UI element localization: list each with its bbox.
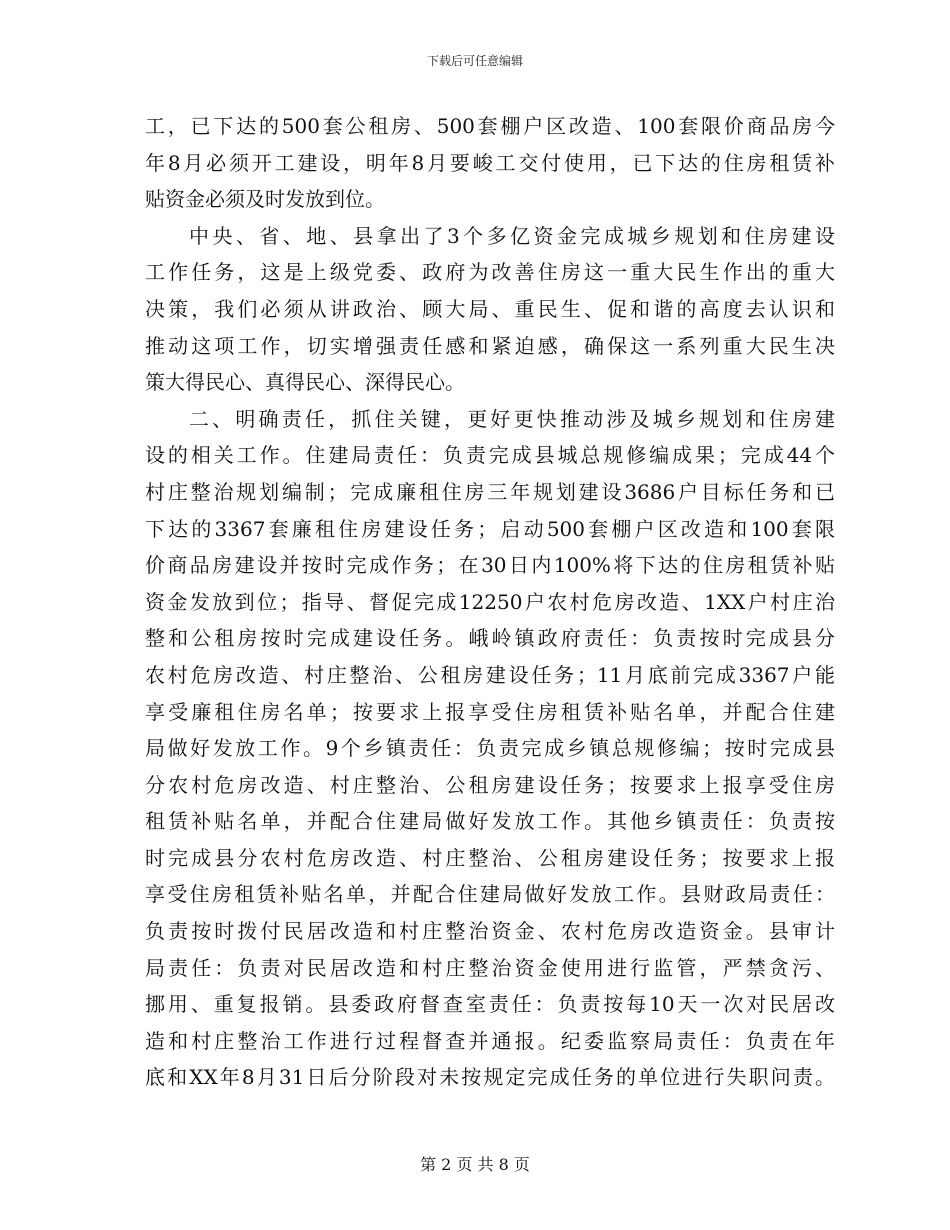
body-line: 村庄整治规划编制；完成廉租住房三年规划建设3686户目标任务和已 bbox=[145, 479, 835, 504]
body-line: 年8月必须开工建设，明年8月要峻工交付使用，已下达的住房租赁补 bbox=[145, 150, 835, 175]
body-line: 贴资金必须及时发放到位。 bbox=[145, 187, 385, 212]
body-line: 工，已下达的500套公租房、500套棚户区改造、100套限价商品房今 bbox=[145, 114, 835, 138]
body-line: 价商品房建设并按时完成作务；在30日内100%将下达的住房租赁补贴 bbox=[145, 553, 835, 578]
body-line: 局做好发放工作。9个乡镇责任：负责完成乡镇总规修编；按时完成县 bbox=[145, 736, 835, 761]
body-line: 分农村危房改造、村庄整治、公租房建设任务；按要求上报享受住房 bbox=[145, 772, 835, 797]
body-line: 设的相关工作。住建局责任：负责完成县城总规修编成果；完成44个 bbox=[145, 443, 835, 468]
body-line: 挪用、重复报销。县委政府督查室责任：负责按每10天一次对民居改 bbox=[145, 992, 835, 1017]
body-line: 享受住房租赁补贴名单，并配合住建局做好发放工作。县财政局责任： bbox=[145, 882, 835, 907]
document-body bbox=[145, 108, 835, 1096]
body-line: 造和村庄整治工作进行过程督查并通报。纪委监察局责任：负责在年 bbox=[145, 1028, 835, 1053]
body-line: 局责任：负责对民居改造和村庄整治资金使用进行监管，严禁贪污、 bbox=[145, 955, 835, 980]
body-line: 时完成县分农村危房改造、村庄整治、公租房建设任务；按要求上报 bbox=[145, 845, 835, 870]
body-line: 整和公租房按时完成建设任务。峨岭镇政府责任：负责按时完成县分 bbox=[145, 626, 835, 651]
body-line: 工作任务，这是上级党委、政府为改善住房这一重大民生作出的重大 bbox=[145, 260, 835, 285]
paragraph-first-line: 中央、省、地、县拿出了3个多亿资金完成城乡规划和住房建设 bbox=[189, 223, 835, 248]
body-line: 推动这项工作，切实增强责任感和紧迫感，确保这一系列重大民生决 bbox=[145, 333, 835, 358]
page-number: 第 2 页 共 8 页 bbox=[420, 1155, 530, 1174]
body-line: 下达的3367套廉租住房建设任务；启动500套棚户区改造和100套限 bbox=[145, 516, 835, 541]
body-line: 享受廉租住房名单；按要求上报享受住房租赁补贴名单，并配合住建 bbox=[145, 699, 835, 724]
page-header: 下载后可任意编辑 bbox=[426, 54, 523, 68]
body-line: 资金发放到位；指导、督促完成12250户农村危房改造、1XX户村庄治 bbox=[145, 589, 835, 614]
body-line: 底和XX年8月31日后分阶段对未按规定完成任务的单位进行失职问责。 bbox=[145, 1065, 835, 1090]
body-line: 决策，我们必须从讲政治、顾大局、重民生、促和谐的高度去认识和 bbox=[145, 296, 835, 321]
body-line: 策大得民心、真得民心、深得民心。 bbox=[145, 370, 465, 395]
body-line: 租赁补贴名单，并配合住建局做好发放工作。其他乡镇责任：负责按 bbox=[145, 809, 835, 834]
body-line: 负责按时拨付民居改造和村庄整治资金、农村危房改造资金。县审计 bbox=[145, 919, 835, 944]
body-line: 农村危房改造、村庄整治、公租房建设任务；11月底前完成3367户能 bbox=[145, 662, 835, 687]
paragraph-first-line: 二、明确责任，抓住关键，更好更快推动涉及城乡规划和住房建 bbox=[189, 406, 835, 431]
